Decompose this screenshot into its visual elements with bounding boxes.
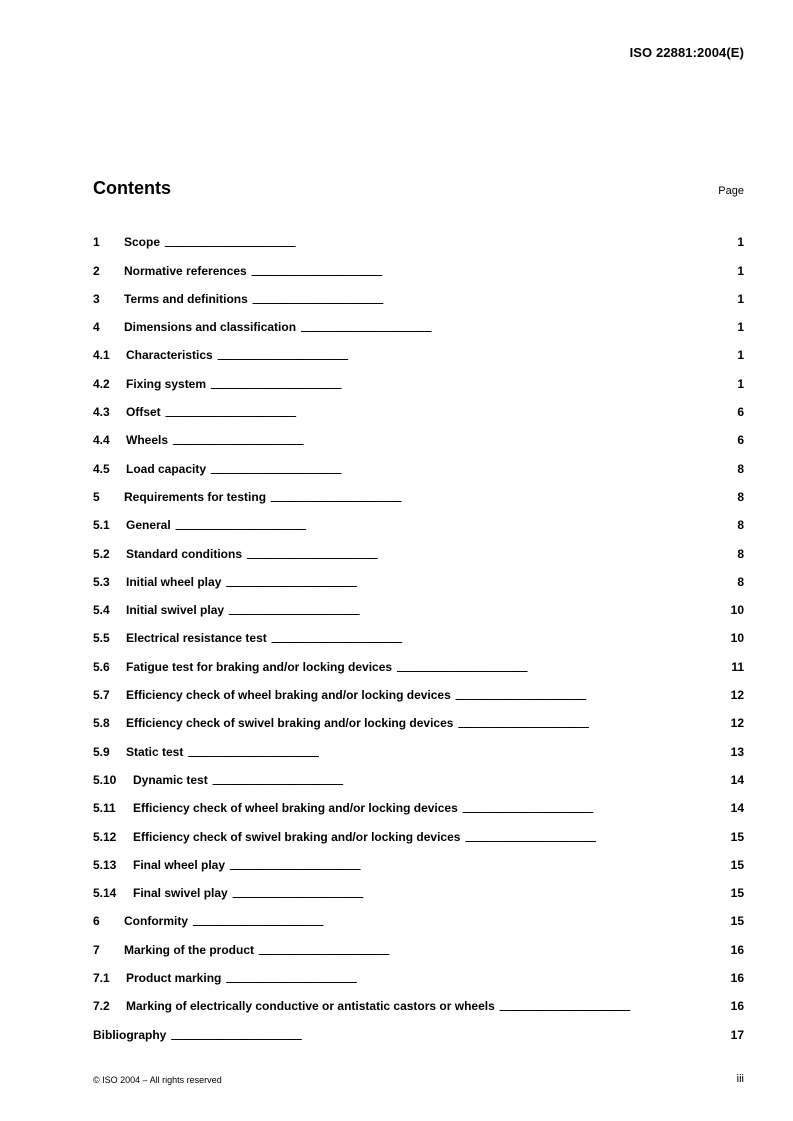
toc-entry-title[interactable]: Conformity	[124, 914, 188, 929]
toc-entry-title[interactable]: Static test	[126, 744, 184, 759]
toc-entry-number: 5.2	[93, 546, 110, 561]
toc-entry-page: 14	[730, 801, 744, 816]
toc-entry-number: 4.5	[93, 461, 110, 476]
toc-entry-title[interactable]: Dynamic test	[133, 772, 208, 787]
page-number: iii	[736, 1073, 744, 1085]
toc-entry[interactable]	[93, 879, 744, 907]
dot-leader	[225, 973, 718, 985]
toc-entry-number: 7.2	[93, 999, 110, 1014]
toc-entry-title[interactable]: Standard conditions	[126, 546, 243, 561]
toc-entry-page: 15	[730, 886, 744, 901]
toc-entry-number: 5.8	[93, 716, 110, 731]
dot-leader	[464, 832, 718, 844]
toc-entry-title[interactable]: Initial wheel play	[126, 574, 222, 589]
dot-leader	[462, 803, 718, 815]
dot-leader	[271, 633, 718, 645]
toc-entry-page: 6	[737, 433, 744, 448]
toc-entry-page: 17	[730, 1027, 744, 1042]
toc-entry-page: 12	[730, 688, 744, 703]
toc-entry-page: 15	[730, 914, 744, 929]
toc-entry[interactable]	[93, 624, 744, 652]
toc-entry[interactable]	[93, 539, 744, 567]
dot-leader	[212, 775, 718, 787]
toc-entry[interactable]	[93, 907, 744, 935]
toc-entry[interactable]	[93, 228, 744, 256]
toc-entry-title[interactable]: Product marking	[126, 971, 222, 986]
toc-entry-number: 1	[93, 235, 100, 250]
table-of-contents	[93, 228, 744, 1049]
toc-entry[interactable]	[93, 483, 744, 511]
toc-entry[interactable]	[93, 709, 744, 737]
toc-entry-number: 5	[93, 489, 100, 504]
toc-entry-title[interactable]: Scope	[124, 235, 161, 250]
dot-leader	[455, 690, 718, 702]
dot-leader	[457, 718, 718, 730]
dot-leader	[232, 888, 718, 900]
toc-entry[interactable]	[93, 398, 744, 426]
toc-entry-title[interactable]: Efficiency check of swivel braking and/or locking devices	[133, 829, 461, 844]
toc-entry[interactable]	[93, 285, 744, 313]
toc-entry-title[interactable]: Wheels	[126, 433, 169, 448]
dot-leader	[228, 605, 718, 617]
dot-leader	[175, 520, 718, 532]
dot-leader	[246, 549, 718, 561]
toc-entry-title[interactable]: Offset	[126, 405, 161, 420]
toc-entry[interactable]	[93, 935, 744, 963]
dot-leader	[164, 237, 718, 249]
toc-entry-page: 11	[731, 659, 744, 674]
dot-leader	[165, 407, 718, 419]
document-id: ISO 22881:2004(E)	[629, 45, 744, 60]
dot-leader	[172, 435, 718, 447]
toc-entry[interactable]	[93, 596, 744, 624]
toc-entry-page: 1	[737, 348, 744, 363]
toc-entry[interactable]	[93, 369, 744, 397]
toc-entry-page: 15	[730, 829, 744, 844]
toc-entry-page: 1	[737, 320, 744, 335]
toc-entry[interactable]	[93, 568, 744, 596]
dot-leader	[270, 492, 718, 504]
toc-entry-number: 6	[93, 914, 100, 929]
toc-entry-title[interactable]: Terms and definitions	[124, 291, 248, 306]
toc-entry[interactable]	[93, 511, 744, 539]
toc-entry[interactable]	[93, 426, 744, 454]
toc-entry[interactable]	[93, 822, 744, 850]
toc-entry-title[interactable]: Fatigue test for braking and/or locking devices	[126, 659, 393, 674]
toc-entry-number: 2	[93, 263, 100, 278]
toc-entry-title[interactable]: Final wheel play	[133, 857, 226, 872]
toc-entry-page: 16	[730, 999, 744, 1014]
toc-entry-page: 1	[737, 376, 744, 391]
toc-entry-number: 4	[93, 320, 100, 335]
dot-leader	[192, 916, 718, 928]
toc-entry-page: 8	[737, 489, 744, 504]
toc-entry-title[interactable]: Normative references	[124, 263, 247, 278]
toc-entry-title[interactable]: Electrical resistance test	[126, 631, 267, 646]
toc-entry-number: 5.11	[93, 801, 116, 816]
dot-leader	[210, 464, 718, 476]
toc-entry[interactable]	[93, 851, 744, 879]
toc-entry-page: 12	[730, 716, 744, 731]
toc-entry-page: 16	[730, 942, 744, 957]
toc-entry[interactable]	[93, 766, 744, 794]
toc-entry-number: 7	[93, 942, 100, 957]
toc-entry[interactable]	[93, 256, 744, 284]
toc-entry-page: 8	[737, 518, 744, 533]
toc-entry-number: 4.4	[93, 433, 110, 448]
toc-entry-title[interactable]: Marking of electrically conductive or antistatic castors or wheels	[126, 999, 495, 1014]
toc-entry-title[interactable]: Marking of the product	[124, 942, 254, 957]
toc-entry-title[interactable]: Bibliography	[93, 1027, 167, 1042]
dot-leader	[229, 860, 718, 872]
toc-entry-title[interactable]: Load capacity	[126, 461, 207, 476]
toc-entry-page: 14	[730, 772, 744, 787]
toc-entry-number: 5.5	[93, 631, 110, 646]
dot-leader	[217, 350, 718, 362]
toc-entry-number: 5.13	[93, 857, 117, 872]
dot-leader	[225, 577, 718, 589]
toc-entry[interactable]	[93, 454, 744, 482]
toc-entry-number: 5.6	[93, 659, 110, 674]
toc-entry[interactable]	[93, 794, 744, 822]
toc-entry[interactable]	[93, 1020, 744, 1048]
toc-entry-number: 5.14	[93, 886, 117, 901]
toc-entry-page: 8	[737, 461, 744, 476]
toc-entry-number: 5.1	[93, 518, 110, 533]
dot-leader	[170, 1030, 718, 1042]
toc-entry-title[interactable]: Final swivel play	[133, 886, 228, 901]
toc-entry-title[interactable]: Efficiency check of swivel braking and/or locking devices	[126, 716, 454, 731]
dot-leader	[210, 379, 718, 391]
toc-entry[interactable]	[93, 341, 744, 369]
toc-entry-page: 15	[730, 857, 744, 872]
toc-entry-title[interactable]: Dimensions and classification	[124, 320, 297, 335]
toc-entry-number: 5.12	[93, 829, 117, 844]
toc-entry[interactable]	[93, 992, 744, 1020]
toc-entry-page: 8	[737, 546, 744, 561]
toc-entry-page: 16	[730, 971, 744, 986]
toc-entry-page: 1	[737, 235, 744, 250]
toc-entry-page: 10	[730, 603, 744, 618]
toc-entry-number: 3	[93, 291, 100, 306]
toc-entry-title[interactable]: Initial swivel play	[126, 603, 225, 618]
toc-entry-title[interactable]: General	[126, 518, 171, 533]
toc-entry-number: 5.7	[93, 688, 110, 703]
dot-leader	[499, 1001, 718, 1013]
dot-leader	[187, 747, 718, 759]
toc-entry-page: 8	[737, 574, 744, 589]
page-column-label: Page	[718, 185, 744, 197]
toc-entry-number: 4.1	[93, 348, 110, 363]
toc-entry-title[interactable]: Requirements for testing	[124, 489, 267, 504]
toc-entry[interactable]	[93, 964, 744, 992]
toc-entry-number: 4.3	[93, 405, 110, 420]
toc-entry-number: 5.10	[93, 772, 117, 787]
toc-entry-number: 5.3	[93, 574, 110, 589]
toc-entry-title[interactable]: Efficiency check of wheel braking and/or locking devices	[126, 688, 451, 703]
toc-entry-number: 5.4	[93, 603, 110, 618]
toc-entry-number: 5.9	[93, 744, 110, 759]
toc-entry-page: 1	[737, 263, 744, 278]
toc-entry-title[interactable]: Efficiency check of wheel braking and/or locking devices	[133, 801, 458, 816]
dot-leader	[252, 294, 718, 306]
toc-entry-number: 4.2	[93, 376, 110, 391]
toc-entry-title[interactable]: Characteristics	[126, 348, 213, 363]
toc-entry-title[interactable]: Fixing system	[126, 376, 207, 391]
toc-entry-page: 1	[737, 291, 744, 306]
dot-leader	[258, 945, 718, 957]
toc-entry-page: 6	[737, 405, 744, 420]
contents-heading: Contents	[93, 178, 171, 198]
toc-entry[interactable]	[93, 737, 744, 765]
toc-entry[interactable]	[93, 681, 744, 709]
dot-leader	[396, 662, 718, 674]
toc-entry-page: 13	[730, 744, 744, 759]
toc-entry-page: 10	[730, 631, 744, 646]
toc-entry-number: 7.1	[93, 971, 110, 986]
dot-leader	[251, 266, 718, 278]
toc-entry[interactable]	[93, 652, 744, 680]
dot-leader	[300, 322, 718, 334]
copyright-notice: © ISO 2004 – All rights reserved	[93, 1075, 222, 1085]
toc-entry[interactable]	[93, 313, 744, 341]
